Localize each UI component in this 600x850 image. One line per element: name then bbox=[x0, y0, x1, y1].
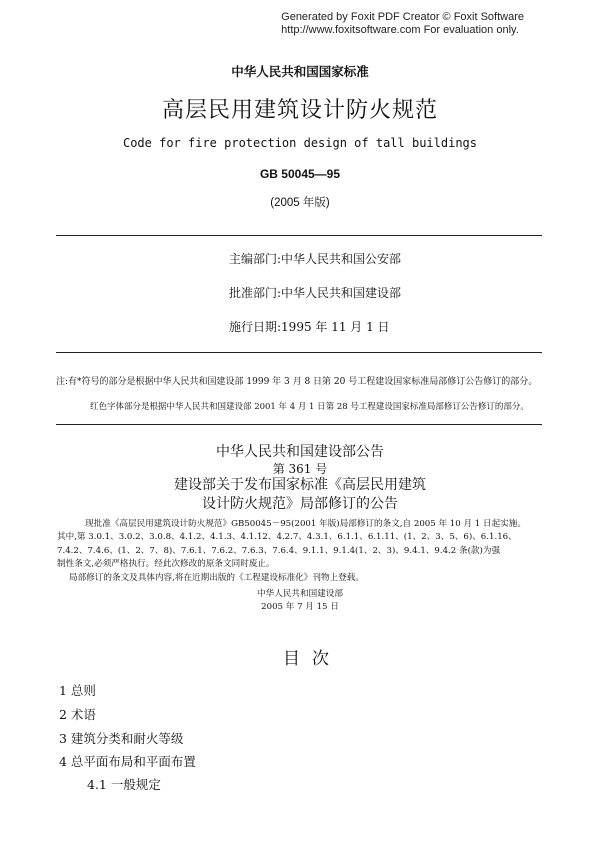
revision-note-1: 注:有*符号的部分是根据中华人民共和国建设部 1999 年 3 月 8 日第 20 号工程建设国家标准局部修订公告修订的部分。 bbox=[56, 377, 538, 387]
edition-label: (2005 年版) bbox=[270, 197, 330, 209]
approving-department: 批准部门:中华人民共和国建设部 bbox=[229, 286, 402, 300]
toc-subitem[interactable]: 4.1 一般规定 bbox=[87, 777, 161, 792]
notice-number: 第 361 号 bbox=[272, 462, 328, 476]
divider-top bbox=[56, 235, 542, 236]
notice-body-line: 7.4.2、7.4.6、(1、2、7、8)、7.6.1、7.6.2、7.6.3、7.6.4、9.1.1、9.1.4(1、2、3)、9.4.1、9.4.2 条(款)为强 bbox=[57, 545, 501, 556]
toc-item[interactable]: 1 总则 bbox=[59, 683, 96, 698]
toc-item[interactable]: 3 建筑分类和耐火等级 bbox=[59, 731, 184, 746]
notice-body bbox=[57, 518, 547, 585]
notice-body-line: 其中,第 3.0.1、3.0.2、3.0.8、4.1.2、4.1.3、4.1.12、4.2.7、4.3.1、6.1.1、6.1.11、(1、2、3、5、6)、6.1.16、 bbox=[57, 532, 517, 543]
notice-subject-line-1: 建设部关于发布国家标准《高层民用建筑 bbox=[174, 477, 426, 493]
document-title-cn: 高层民用建筑设计防火规范 bbox=[161, 98, 438, 123]
effective-date: 施行日期:1995 年 11 月 1 日 bbox=[229, 320, 390, 334]
notice-subject-line-2: 设计防火规范》局部修订的公告 bbox=[202, 496, 398, 512]
toc-item[interactable]: 2 术语 bbox=[59, 707, 96, 722]
foxit-watermark bbox=[281, 11, 524, 37]
notice-subject bbox=[0, 476, 600, 514]
toc-item[interactable]: 4 总平面布局和平面布置 bbox=[59, 754, 196, 769]
notice-signature bbox=[0, 588, 600, 614]
notice-body-line: 局部修订的条文及具体内容,将在近期出版的《工程建设标准化》刊物上登载。 bbox=[69, 572, 364, 583]
divider-notice bbox=[56, 424, 542, 425]
editor-department: 主编部门:中华人民共和国公安部 bbox=[229, 252, 402, 266]
notice-date: 2005 年 7 月 15 日 bbox=[261, 602, 339, 612]
notice-signer: 中华人民共和国建设部 bbox=[257, 589, 343, 599]
watermark-line-1: Generated by Foxit PDF Creator © Foxit Software bbox=[281, 11, 524, 23]
notice-heading: 中华人民共和国建设部公告 bbox=[216, 444, 384, 460]
notice-body-line: 制性条文,必须严格执行。经此次修改的原条文同时废止。 bbox=[57, 559, 275, 570]
national-standard-label: 中华人民共和国国家标准 bbox=[231, 64, 369, 79]
standard-code: GB 50045—95 bbox=[259, 167, 341, 181]
notice-body-line: 现批准《高层民用建筑设计防火规范》GB50045－95(2001 年版)局部修订的条文,自 2005 年 10 月 1 日起实施。 bbox=[85, 519, 526, 529]
toc-title: 目次 bbox=[283, 649, 341, 669]
divider-meta bbox=[56, 352, 542, 353]
revision-note-2: 红色字体部分是根据中华人民共和国建设部 2001 年 4 月 1 日第 28 号工程建设国家标准局部修订公告修订的部分。 bbox=[90, 402, 529, 412]
document-title-en: Code for fire protection design of tall buildings bbox=[122, 136, 477, 150]
watermark-line-2: http://www.foxitsoftware.com For evaluation only. bbox=[281, 24, 519, 36]
